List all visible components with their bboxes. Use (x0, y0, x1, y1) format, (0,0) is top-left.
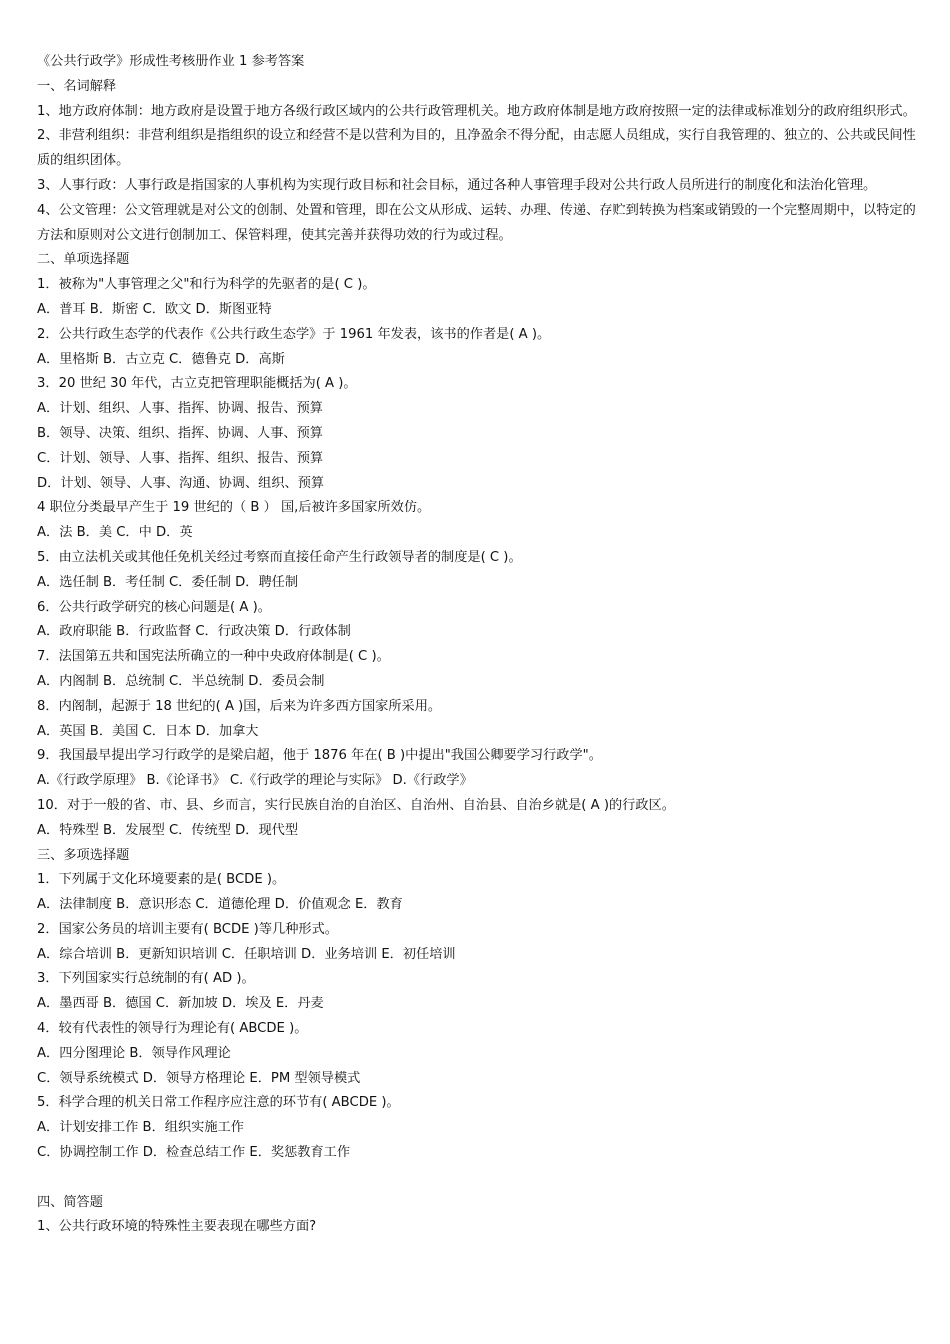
question-line: 1．下列属于文化环境要素的是( BCDE )。 (37, 872, 286, 888)
options-line: A．综合培训 B．更新知识培训 C．任职培训 D．业务培训 E．初任培训 (37, 946, 456, 962)
section-heading-terms: 一、名词解释 (37, 78, 117, 94)
options-line: C．计划、领导、人事、指挥、组织、报告、预算 (37, 450, 324, 466)
question-line: 9．我国最早提出学习行政学的是梁启超，他于 1876 年在( B )中提出"我国公卿要学习行政学"。 (37, 748, 602, 764)
options-line: A．墨西哥 B．德国 C．新加坡 D．埃及 E．丹麦 (37, 996, 324, 1012)
options-line: D．计划、领导、人事、沟通、协调、组织、预算 (37, 475, 325, 491)
question-line: 1、公共行政环境的特殊性主要表现在哪些方面? (37, 1219, 317, 1235)
document-title: 《公共行政学》形成性考核册作业 1 参考答案 (37, 54, 305, 69)
question-line: 2．公共行政生态学的代表作《公共行政生态学》于 1961 年发表，该书的作者是( A )。 (37, 326, 551, 342)
question-line: 3．20 世纪 30 年代，古立克把管理职能概括为( A )。 (37, 376, 357, 392)
question-line: 5．由立法机关或其他任免机关经过考察而直接任命产生行政领导者的制度是( C )。 (37, 549, 522, 565)
section-heading-multiple-choice: 三、多项选择题 (37, 847, 130, 863)
options-line: A．政府职能 B．行政监督 C．行政决策 D．行政体制 (37, 624, 351, 640)
term-definition: 2、非营利组织：非营利组织是指组织的设立和经营不是以营利为目的，且净盈余不得分配，由志愿人员组成，实行自我管理的、独立的、公共或民间性质的组织团体。 (37, 128, 916, 169)
question-line: 6．公共行政学研究的核心问题是( A )。 (37, 599, 271, 615)
options-line: A．法 B．美 C．中 D．英 (37, 525, 193, 541)
options-line: A．计划安排工作 B．组织实施工作 (37, 1120, 244, 1136)
term-definition: 1、地方政府体制：地方政府是设置于地方各级行政区域内的公共行政管理机关。地方政府体制是地方政府按照一定的法律或标准划分的政府组织形式。 (37, 103, 916, 119)
options-line: A．选任制 B．考任制 C．委任制 D．聘任制 (37, 574, 299, 590)
options-line: C．协调控制工作 D．检查总结工作 E．奖惩教育工作 (37, 1145, 351, 1161)
options-line: A．法律制度 B．意识形态 C．道德伦理 D．价值观念 E．教育 (37, 897, 403, 913)
options-line: A．英国 B．美国 C．日本 D．加拿大 (37, 723, 259, 739)
options-line: A．内阁制 B．总统制 C．半总统制 D．委员会制 (37, 673, 325, 689)
spacer (37, 1166, 917, 1191)
question-line: 5．科学合理的机关日常工作程序应注意的环节有( ABCDE )。 (37, 1095, 400, 1111)
document-page (37, 50, 917, 1240)
options-line: A.《行政学原理》 B.《论译书》 C.《行政学的理论与实际》 D.《行政学》 (37, 773, 473, 789)
question-line: 3．下列国家实行总统制的有( AD )。 (37, 971, 255, 987)
options-line: A．特殊型 B．发展型 C．传统型 D．现代型 (37, 822, 299, 838)
term-definition: 4、公文管理：公文管理就是对公文的创制、处置和管理，即在公文从形成、运转、办理、传递、存贮到转换为档案或销毁的一个完整周期中，以特定的方法和原则对公文进行创制加工、保管料理，使其完善并获得功效的行为或过程。 (37, 202, 916, 243)
question-line: 4 职位分类最早产生于 19 世纪的（ B ） 国,后被许多国家所效仿。 (37, 500, 431, 516)
question-line: 4．较有代表性的领导行为理论有( ABCDE )。 (37, 1021, 308, 1037)
options-line: B．领导、决策、组织、指挥、协调、人事、预算 (37, 425, 323, 441)
section-heading-short-answer: 四、简答题 (37, 1194, 103, 1210)
question-line: 8．内阁制，起源于 18 世纪的( A )国，后来为许多西方国家所采用。 (37, 698, 442, 714)
question-line: 10．对于一般的省、市、县、乡而言，实行民族自治的自治区、自治州、自治县、自治乡就是( A )的行政区。 (37, 797, 675, 813)
question-line: 2．国家公务员的培训主要有( BCDE )等几种形式。 (37, 921, 338, 937)
options-line: A．里格斯 B．古立克 C．德鲁克 D．高斯 (37, 351, 285, 367)
options-line: C．领导系统模式 D．领导方格理论 E．PM 型领导模式 (37, 1070, 361, 1086)
options-line: A．计划、组织、人事、指挥、协调、报告、预算 (37, 401, 323, 417)
section-heading-single-choice: 二、单项选择题 (37, 252, 130, 268)
options-line: A．普耳 B．斯密 C．欧文 D．斯图亚特 (37, 301, 272, 317)
options-line: A．四分图理论 B．领导作风理论 (37, 1045, 231, 1061)
term-definition: 3、人事行政：人事行政是指国家的人事机构为实现行政目标和社会目标，通过各种人事管理手段对公共行政人员所进行的制度化和法治化管理。 (37, 177, 877, 193)
question-line: 7．法国第五共和国宪法所确立的一种中央政府体制是( C )。 (37, 649, 390, 665)
question-line: 1．被称为"人事管理之父"和行为科学的先驱者的是( C )。 (37, 277, 376, 293)
